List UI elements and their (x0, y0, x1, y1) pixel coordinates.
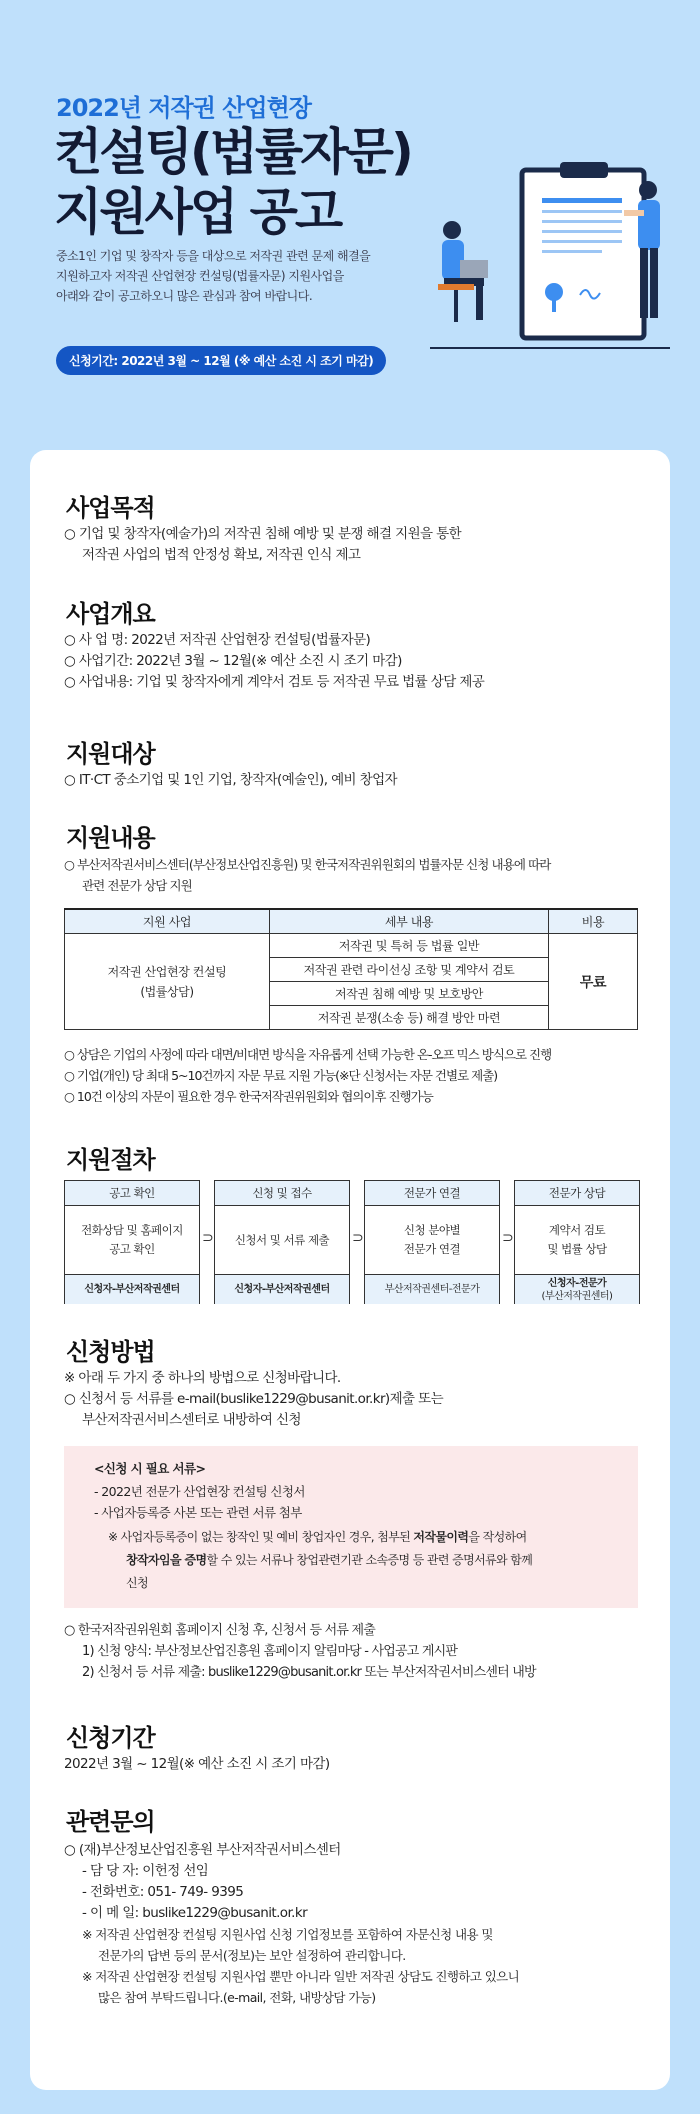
required-documents-box (64, 1446, 638, 1608)
step-arrow: ⊃ (352, 1230, 364, 1246)
period-line-1: 2022년 3월 ~ 12월(※ 예산 소진 시 조기 마감) (64, 1756, 330, 1772)
table-cell-detail: 저작권 관련 라이선싱 조항 및 계약서 검토 (270, 958, 549, 982)
section-heading-purpose: 사업목적 (66, 494, 155, 522)
step-body (215, 1206, 349, 1274)
content-line-2: 관련 전문가 상담 지원 (82, 878, 192, 893)
method-line-2: ○ 신청서 등 서류를 e-mail(buslike1229@busanit.or.kr)제출 또는 (64, 1391, 444, 1407)
table-header: 세부 내용 (270, 909, 549, 934)
step-body-line: 전문가 연결 (403, 1242, 461, 1256)
period-pill: 신청기간: 2022년 3월 ~ 12월 (※ 예산 소진 시 조기 마감) (56, 346, 386, 375)
step-footer-line: 신청자-전문가 (547, 1277, 607, 1289)
intro-text (56, 246, 416, 306)
contact-note-1: ※ 저작권 산업현장 컨설팅 지원사업 신청 기업정보를 포함하여 자문신청 내용 및 (82, 1927, 493, 1942)
note-text: 신청 (126, 1576, 148, 1590)
section-heading-method: 신청방법 (66, 1338, 155, 1366)
intro-line-2: 지원하고자 저작권 산업현장 컨설팅(법률자문) 지원사업을 (56, 269, 344, 283)
content-card (30, 450, 670, 2090)
step-title: 공고 확인 (65, 1181, 199, 1206)
step-footer-line: 신청자-부산저작권센터 (84, 1284, 180, 1295)
required-doc-1: - 2022년 전문가 산업현장 컨설팅 신청서 (94, 1484, 305, 1499)
note-text: ※ 사업자등록증이 없는 창작인 및 예비 창업자인 경우, 첨부된 (108, 1530, 414, 1544)
section-heading-content: 지원내용 (66, 824, 155, 852)
step-footer (365, 1274, 499, 1304)
intro-line-1: 중소1인 기업 및 창작자 등을 대상으로 저작권 관련 문제 해결을 (56, 249, 371, 263)
table-cell-detail: 저작권 분쟁(소송 등) 해결 방안 마련 (270, 1006, 549, 1030)
support-table (64, 908, 638, 1030)
content-note-2: ○ 기업(개인) 당 최대 5~10건까지 자문 무료 지원 가능(※단 신청서는 자문 건별로 제출) (64, 1068, 498, 1083)
note-bold: 저작물이력 (413, 1530, 469, 1544)
table-row (65, 934, 638, 958)
step-footer-line: 부산저작권센터-전문가 (384, 1284, 480, 1295)
method-text (64, 1368, 443, 1431)
section-heading-overview: 사업개요 (66, 600, 155, 628)
note-bold: 창작자임을 증명 (126, 1553, 207, 1567)
contact-text (64, 1840, 519, 2008)
program-name: 저작권 산업현장 컨설팅 (107, 964, 227, 979)
procedure-step-4 (514, 1180, 640, 1304)
intro-line-3: 아래와 같이 공고하오니 많은 관심과 참여 바랍니다. (56, 289, 313, 303)
method-text-2 (64, 1620, 536, 1683)
step-body-line: 신청 분야별 (403, 1223, 461, 1237)
step-footer (65, 1274, 199, 1304)
step-footer (215, 1274, 349, 1304)
method-line-5: 1) 신청 양식: 부산정보산업진흥원 홈페이지 알림마당 - 사업공고 게시판 (82, 1644, 458, 1659)
note-text: 할 수 있는 서류나 창업관련기관 소속증명 등 관련 증명서류와 함께 (206, 1553, 533, 1567)
contact-person: - 담 당 자: 이헌정 선임 (82, 1863, 209, 1879)
content-note-3: ○ 10건 이상의 자문이 필요한 경우 한국저작권위원회와 협의이후 진행가능 (64, 1089, 433, 1104)
section-heading-contact: 관련문의 (66, 1808, 155, 1836)
method-line-3: 부산저작권서비스센터로 내방하여 신청 (82, 1412, 301, 1428)
purpose-line-1: ○ 기업 및 창작자(예술가)의 저작권 침해 예방 및 분쟁 해결 지원을 통한 (64, 526, 462, 542)
title-line-1: 컨설팅(법률자문) (54, 123, 411, 181)
step-body-line: 계약서 검토 (548, 1223, 606, 1237)
required-doc-2: - 사업자등록증 사본 또는 관련 서류 첨부 (94, 1505, 302, 1520)
step-body (515, 1206, 639, 1274)
purpose-text (64, 524, 461, 566)
table-cell-detail: 저작권 및 특허 등 법률 일반 (270, 934, 549, 958)
contact-org: ○ (재)부산정보산업진흥원 부산저작권서비스센터 (64, 1842, 341, 1858)
procedure-step-1 (64, 1180, 200, 1304)
content-line-1: ○ 부산저작권서비스센터(부산정보산업진흥원) 및 한국저작권위원회의 법률자문 신청 내용에 따라 (64, 857, 551, 872)
section-heading-target: 지원대상 (66, 740, 155, 768)
procedure-step-3 (364, 1180, 500, 1304)
table-header: 지원 사업 (65, 909, 270, 934)
target-line-1: ○ IT·CT 중소기업 및 1인 기업, 창작자(예술인), 예비 창업자 (64, 772, 397, 788)
title-line-2: 지원사업 공고 (54, 183, 341, 241)
method-line-6: 2) 신청서 등 서류 제출: buslike1229@busanit.or.kr 또는 부산저작권서비스센터 내방 (82, 1665, 536, 1680)
header-subtitle: 2022년 저작권 산업현장 (56, 94, 311, 122)
contact-note-2b: 많은 참여 부탁드립니다.(e-mail, 전화, 내방상담 가능) (98, 1990, 376, 2005)
contact-note-2: ※ 저작권 산업현장 컨설팅 지원사업 뿐만 아니라 일반 저작권 상담도 진행하고 있으니 (82, 1969, 520, 1984)
overview-line-3: ○ 사업내용: 기업 및 창작자에게 계약서 검토 등 저작권 무료 법률 상담 제공 (64, 674, 485, 690)
table-header-row (65, 909, 638, 934)
contact-note-1b: 전문가의 답변 등의 문서(정보)는 보안 설정하여 관리합니다. (98, 1948, 406, 1963)
required-doc-note (108, 1526, 618, 1595)
step-body-line: 공고 확인 (109, 1242, 155, 1256)
step-body-line: 및 법률 상담 (547, 1242, 607, 1256)
step-body (65, 1206, 199, 1274)
program-sub: (법률상담) (140, 984, 194, 999)
table-cell-detail: 저작권 침해 예방 및 보호방안 (270, 982, 549, 1006)
step-title: 전문가 연결 (365, 1181, 499, 1206)
step-title: 신청 및 접수 (215, 1181, 349, 1206)
method-line-4: ○ 한국저작권위원회 홈페이지 신청 후, 신청서 등 서류 제출 (64, 1623, 375, 1638)
step-body-line: 전화상담 및 홈페이지 (81, 1223, 183, 1237)
note-text: 을 작성하여 (468, 1530, 527, 1544)
step-title: 전문가 상담 (515, 1181, 639, 1206)
consulting-illustration (430, 160, 670, 360)
step-arrow: ⊃ (502, 1230, 514, 1246)
content-notes (64, 1044, 551, 1107)
table-cell-program (65, 934, 270, 1030)
table-header: 비용 (549, 909, 638, 934)
step-footer-line: (부산저작권센터) (541, 1290, 613, 1302)
section-heading-period: 신청기간 (66, 1724, 155, 1752)
step-arrow: ⊃ (202, 1230, 214, 1246)
content-note-1: ○ 상담은 기업의 사정에 따라 대면/비대면 방식을 자유롭게 선택 가능한 온-오프 믹스 방식으로 진행 (64, 1047, 552, 1062)
step-footer-line: 신청자-부산저작권센터 (234, 1284, 330, 1295)
contact-phone: - 전화번호: 051- 749- 9395 (82, 1884, 244, 1900)
method-line-1: ※ 아래 두 가지 중 하나의 방법으로 신청바랍니다. (64, 1370, 341, 1386)
step-body (365, 1206, 499, 1274)
content-text (64, 854, 550, 896)
purpose-line-2: 저작권 사업의 법적 안정성 확보, 저작권 인식 제고 (82, 547, 361, 563)
section-heading-procedure: 지원절차 (66, 1146, 155, 1174)
overview-line-2: ○ 사업기간: 2022년 3월 ~ 12월(※ 예산 소진 시 조기 마감) (64, 653, 402, 669)
step-footer (515, 1274, 639, 1304)
procedure-step-2 (214, 1180, 350, 1304)
page-title (54, 122, 411, 242)
required-docs-title: <신청 시 필요 서류> (94, 1461, 206, 1476)
table-cell-cost: 무료 (549, 934, 638, 1030)
contact-email: - 이 메 일: buslike1229@busanit.or.kr (82, 1905, 308, 1921)
step-body-line: 신청서 및 서류 제출 (234, 1232, 330, 1247)
overview-line-1: ○ 사 업 명: 2022년 저작권 산업현장 컨설팅(법률자문) (64, 632, 371, 648)
overview-text (64, 630, 484, 693)
header-banner (0, 0, 700, 440)
